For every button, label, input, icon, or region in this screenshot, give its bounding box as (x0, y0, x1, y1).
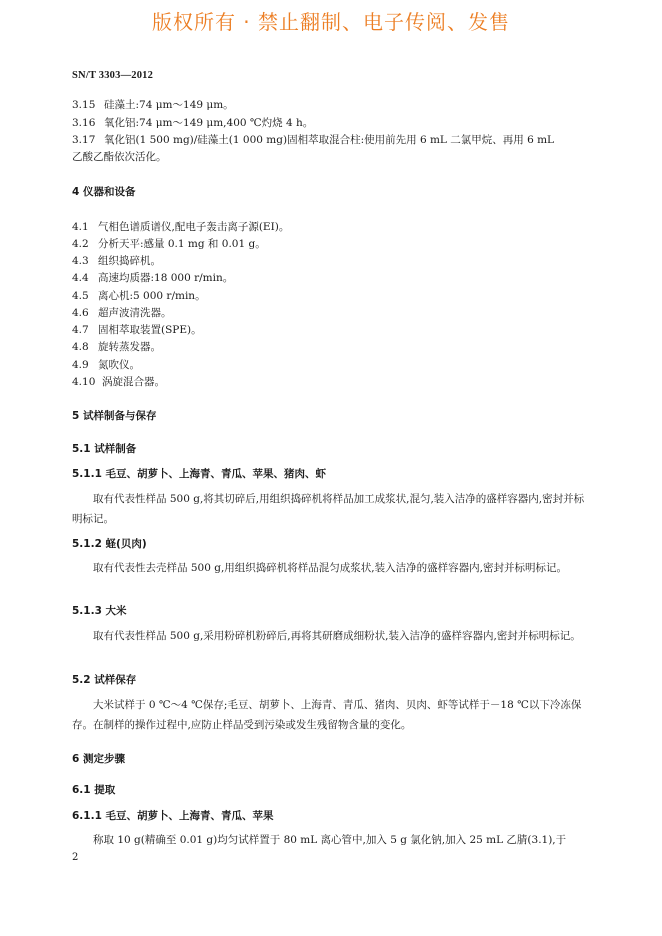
subsection-heading: 5.1.2 蛏(贝肉) (72, 538, 147, 550)
list-item: 3.17 氧化铝(1 500 mg)/硅藻土(1 000 mg)固相萃取混合柱:使用前先用 6 mL 二氯甲烷、再用 6 mL (72, 134, 555, 146)
subsection-heading: 6.1 提取 (72, 784, 116, 796)
list-item: 4.10 涡旋混合器。 (72, 376, 165, 388)
list-item: 4.8 旋转蒸发器。 (72, 341, 161, 353)
paragraph: 取有代表性样品 500 g,将其切碎后,用组织捣碎机将样品加工成浆状,混匀,装入洁净的盛样容器内,密封并标明标记。 (72, 493, 585, 525)
list-item: 4.2 分析天平:感量 0.1 mg 和 0.01 g。 (72, 238, 266, 250)
subsection-heading: 5.1.3 大米 (72, 605, 127, 617)
list-item: 4.6 超声波清洗器。 (72, 307, 172, 319)
paragraph: 大米试样于 0 ℃～4 ℃保存;毛豆、胡萝卜、上海青、青瓜、猪肉、贝肉、虾等试样于－18 ℃以下冷冻保存。在制样的操作过程中,应防止样品受到污染或发生残留物含量的变化。 (72, 699, 582, 731)
list-item: 4.7 固相萃取装置(SPE)。 (72, 324, 202, 336)
subsection-heading: 5.1 试样制备 (72, 443, 137, 455)
list-item: 4.1 气相色谱质谱仪,配电子轰击离子源(EI)。 (72, 221, 290, 233)
list-item: 4.5 离心机:5 000 r/min。 (72, 290, 206, 302)
section-heading: 5 试样制备与保存 (72, 410, 157, 422)
standard-code: SN/T 3303—2012 (72, 70, 154, 81)
page-number: 2 (72, 852, 79, 863)
list-item: 3.16 氧化铝:74 μm～149 μm,400 ℃灼烧 4 h。 (72, 117, 314, 129)
subsection-heading: 5.1.1 毛豆、胡萝卜、上海青、青瓜、苹果、猪肉、虾 (72, 468, 327, 480)
list-item-continuation: 乙酸乙酯依次活化。 (72, 151, 167, 163)
paragraph: 取有代表性样品 500 g,采用粉碎机粉碎后,再将其研磨成细粉状,装入洁净的盛样容器内,密封并标明标记。 (93, 630, 581, 642)
list-item: 3.15 硅藻土:74 μm～149 μm。 (72, 99, 234, 111)
section-heading: 4 仪器和设备 (72, 186, 136, 198)
paragraph: 取有代表性去壳样品 500 g,用组织捣碎机将样品混匀成浆状,装入洁净的盛样容器内,密封并标明标记。 (93, 562, 567, 574)
section-heading: 6 测定步骤 (72, 753, 125, 765)
list-item: 4.4 高速均质器:18 000 r/min。 (72, 272, 234, 284)
subsection-heading: 5.2 试样保存 (72, 674, 137, 686)
paragraph: 称取 10 g(精确至 0.01 g)均匀试样置于 80 mL 离心管中,加入 5 g 氯化钠,加入 25 mL 乙腈(3.1),于 (93, 834, 567, 846)
document-body (72, 0, 586, 936)
list-item: 4.3 组织捣碎机。 (72, 255, 161, 267)
list-item: 4.9 氮吹仪。 (72, 359, 140, 371)
watermark-banner: 版权所有 · 禁止翻制、电子传阅、发售 (151, 10, 511, 34)
subsection-heading: 6.1.1 毛豆、胡萝卜、上海青、青瓜、苹果 (72, 810, 274, 822)
